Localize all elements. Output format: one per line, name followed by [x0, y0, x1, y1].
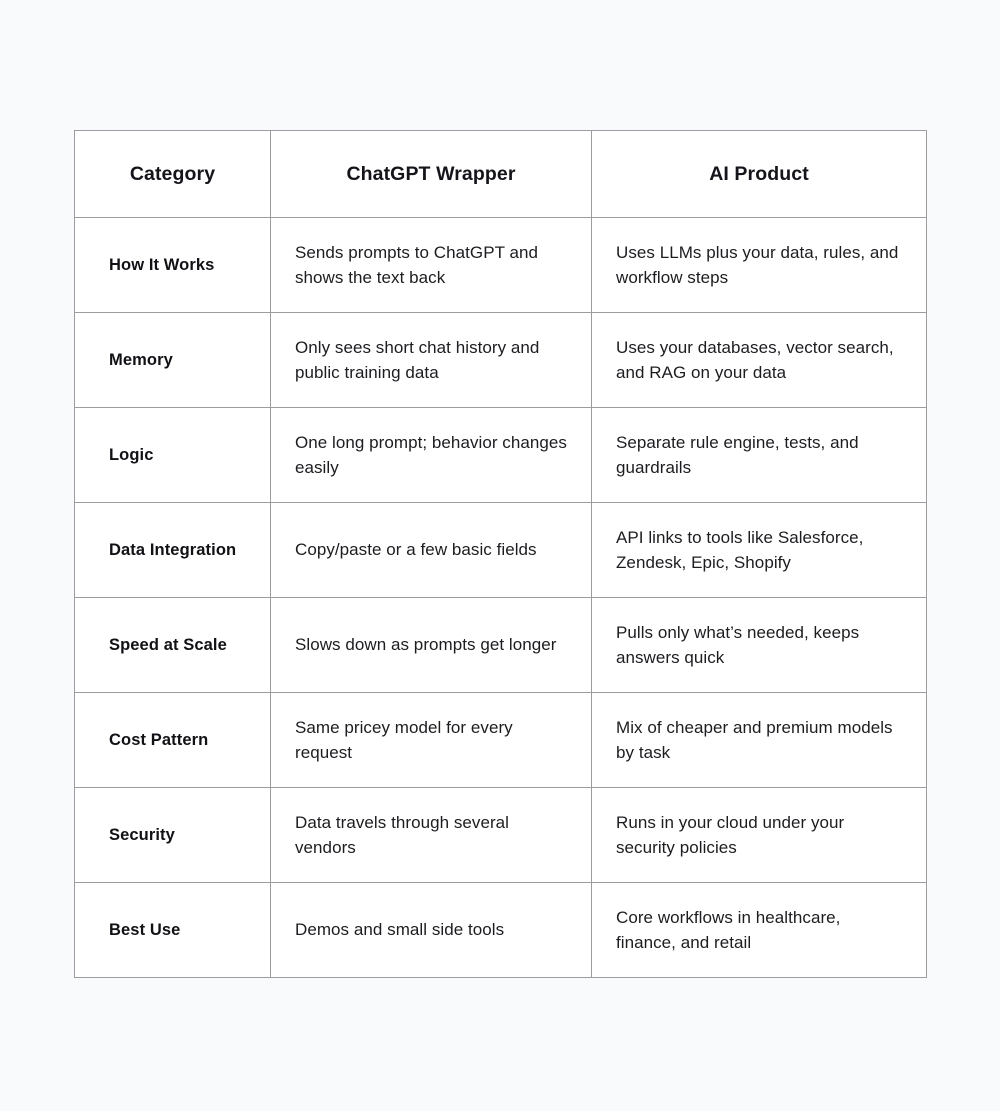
- cell-product-data-integration: API links to tools like Salesforce, Zendesk, Epic, Shopify: [592, 503, 927, 598]
- cell-wrapper-speed-at-scale: Slows down as prompts get longer: [271, 598, 592, 693]
- cell-wrapper-security: Data travels through several vendors: [271, 788, 592, 883]
- table-header-row: [75, 131, 927, 218]
- table-row: [75, 218, 927, 313]
- cell-product-security: Runs in your cloud under your security policies: [592, 788, 927, 883]
- table-row: [75, 503, 927, 598]
- comparison-table-container: [74, 130, 926, 978]
- cell-product-best-use: Core workflows in healthcare, finance, and retail: [592, 883, 927, 978]
- cell-wrapper-how-it-works: Sends prompts to ChatGPT and shows the text back: [271, 218, 592, 313]
- row-label-security: Security: [75, 788, 271, 883]
- comparison-table: [74, 130, 927, 978]
- row-label-logic: Logic: [75, 408, 271, 503]
- table-row: [75, 313, 927, 408]
- row-label-memory: Memory: [75, 313, 271, 408]
- cell-product-speed-at-scale: Pulls only what’s needed, keeps answers quick: [592, 598, 927, 693]
- cell-product-logic: Separate rule engine, tests, and guardrails: [592, 408, 927, 503]
- table-row: [75, 788, 927, 883]
- table-row: [75, 693, 927, 788]
- cell-wrapper-memory: Only sees short chat history and public training data: [271, 313, 592, 408]
- table-row: [75, 408, 927, 503]
- row-label-cost-pattern: Cost Pattern: [75, 693, 271, 788]
- column-header-chatgpt-wrapper: ChatGPT Wrapper: [271, 131, 592, 218]
- cell-product-cost-pattern: Mix of cheaper and premium models by task: [592, 693, 927, 788]
- cell-wrapper-logic: One long prompt; behavior changes easily: [271, 408, 592, 503]
- cell-product-memory: Uses your databases, vector search, and RAG on your data: [592, 313, 927, 408]
- cell-wrapper-best-use: Demos and small side tools: [271, 883, 592, 978]
- row-label-best-use: Best Use: [75, 883, 271, 978]
- table-body: [75, 218, 927, 978]
- row-label-data-integration: Data Integration: [75, 503, 271, 598]
- table-row: [75, 883, 927, 978]
- table-row: [75, 598, 927, 693]
- row-label-speed-at-scale: Speed at Scale: [75, 598, 271, 693]
- cell-wrapper-cost-pattern: Same pricey model for every request: [271, 693, 592, 788]
- column-header-ai-product: AI Product: [592, 131, 927, 218]
- row-label-how-it-works: How It Works: [75, 218, 271, 313]
- table-head: [75, 131, 927, 218]
- cell-wrapper-data-integration: Copy/paste or a few basic fields: [271, 503, 592, 598]
- cell-product-how-it-works: Uses LLMs plus your data, rules, and workflow steps: [592, 218, 927, 313]
- column-header-category: Category: [75, 131, 271, 218]
